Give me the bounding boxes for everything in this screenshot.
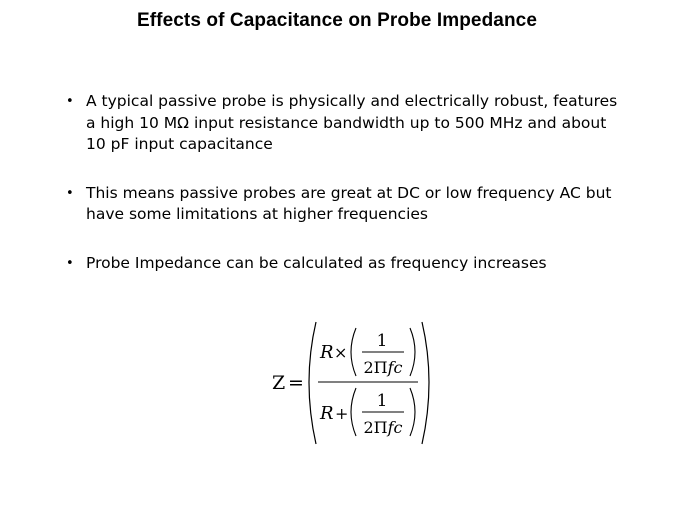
bullet-glyph: • xyxy=(66,255,74,271)
bullet-item xyxy=(64,91,624,156)
num-denom-two: 2 xyxy=(363,358,374,377)
bullet-text: A typical passive probe is physically and electrically robust, features a high 10 MΩ input resistance bandwidth up to 500 MHz and about 10 pF input capacitance xyxy=(86,92,618,153)
denominator-r: R xyxy=(320,403,334,424)
outer-right-paren xyxy=(422,322,429,444)
formula-graphic xyxy=(264,318,444,450)
bullet-item xyxy=(64,253,624,275)
bullet-text: Probe Impedance can be calculated as frequency increases xyxy=(86,253,547,272)
num-denominator xyxy=(363,358,402,377)
num-right-paren xyxy=(410,328,415,376)
den-right-paren xyxy=(410,388,415,436)
den-one: 1 xyxy=(376,391,388,411)
slide-title: Effects of Capacitance on Probe Impedance xyxy=(136,10,538,31)
num-denom-fc: fc xyxy=(387,358,403,377)
times-sign: × xyxy=(334,343,348,362)
num-denom-pi: Π xyxy=(373,358,388,377)
den-left-paren xyxy=(351,388,356,436)
plus-sign: + xyxy=(335,404,349,423)
num-left-paren xyxy=(351,328,356,376)
den-denom-fc: fc xyxy=(387,418,403,437)
numerator-r: R xyxy=(320,342,334,363)
den-denominator xyxy=(363,418,402,437)
num-one: 1 xyxy=(376,331,388,351)
den-denom-two: 2 xyxy=(363,418,374,437)
formula-equals: = xyxy=(288,372,304,394)
bullet-glyph: • xyxy=(66,185,74,201)
bullet-list xyxy=(64,91,624,274)
bullet-text: This means passive probes are great at DC or low frequency AC but have some limitations at higher frequencies xyxy=(86,183,612,223)
bullet-glyph: • xyxy=(66,94,74,109)
outer-left-paren xyxy=(309,322,316,444)
den-denom-pi: Π xyxy=(373,418,388,437)
bullet-item xyxy=(64,183,624,226)
impedance-formula xyxy=(264,318,444,450)
formula-lhs: Z xyxy=(272,372,286,394)
